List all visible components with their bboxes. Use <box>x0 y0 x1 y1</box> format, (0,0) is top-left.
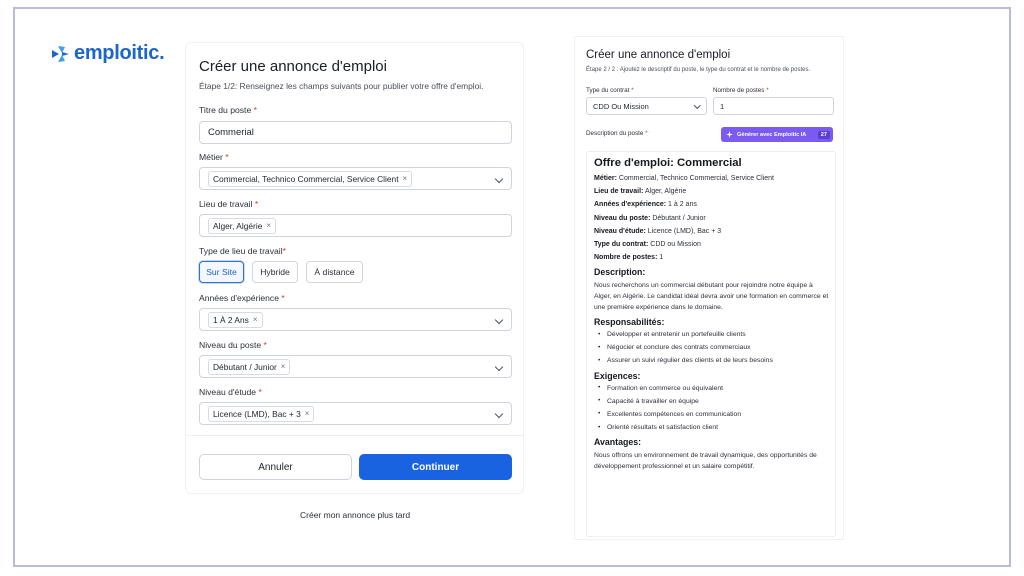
education-chip: Licence (LMD), Bac + 3 × <box>208 406 314 422</box>
advantages-paragraph: Nous offrons un environnement de travail dynamique, des opportunités de développement professionnel et un salaire compétitif. <box>594 452 817 471</box>
location-chip: Alger, Algérie × <box>208 218 276 234</box>
responsibilities-list <box>594 331 830 364</box>
metier-label: Métier * <box>199 152 229 162</box>
logo-text: emploitic. <box>74 42 165 64</box>
contract-label: Type du contrat * <box>586 87 634 94</box>
type-lieu-label: Type de lieu de travail* <box>199 246 286 256</box>
logo-icon <box>50 44 70 64</box>
sparkle-icon <box>726 131 733 138</box>
step1-form-card <box>185 42 524 494</box>
chip-remove-icon[interactable]: × <box>252 315 258 324</box>
workplace-hybrid-option[interactable]: Hybride <box>252 261 298 283</box>
cancel-button[interactable]: Annuler <box>199 454 352 480</box>
generate-ai-button[interactable] <box>721 127 833 142</box>
form-divider <box>186 435 525 436</box>
chip-remove-icon[interactable]: × <box>402 174 408 183</box>
chevron-down-icon <box>495 316 503 324</box>
chevron-down-icon <box>694 102 700 108</box>
fact-line: Nombre de postes: 1 <box>594 254 664 262</box>
ai-credits-badge: 27 <box>818 131 830 139</box>
list-item: • Orienté résultats et satisfaction client <box>594 424 830 431</box>
list-item: • Négocier et conclure des contrats commerciaux <box>594 344 830 351</box>
experience-chip: 1 À 2 Ans × <box>208 312 263 328</box>
location-select[interactable] <box>199 214 512 237</box>
education-select[interactable] <box>199 402 512 425</box>
description-label: Description du poste * <box>586 130 648 137</box>
create-later-link[interactable]: Créer mon annonce plus tard <box>300 510 411 520</box>
fact-line: Niveau d'étude: Licence (LMD), Bac + 3 <box>594 227 722 235</box>
responsibilities-heading: Responsabilités: <box>594 317 665 328</box>
step2-subtitle: Étape 2 / 2 : Ajoutez le descriptif du poste, le type du contrat et le nombre de postes. <box>586 67 811 73</box>
description-editor[interactable] <box>586 151 836 537</box>
lieu-label: Lieu de travail * <box>199 199 259 209</box>
list-item: • Assurer un suivi régulier des clients et de leurs besoins <box>594 357 830 364</box>
poste-label: Titre du poste * <box>199 105 257 115</box>
chevron-down-icon <box>495 363 503 371</box>
step-subtitle: Étape 1/2: Renseignez les champs suivants pour publier votre offre d'emploi. <box>199 81 484 91</box>
list-item: • Formation en commerce ou équivalent <box>594 385 830 392</box>
fact-line: Années d'expérience: 1 à 2 ans <box>594 201 697 209</box>
chevron-down-icon <box>495 410 503 418</box>
step2-form-card <box>574 36 844 540</box>
niveau-etude-label: Niveau d'étude * <box>199 387 262 397</box>
positions-value: 1 <box>720 101 725 111</box>
fact-line: Type du contrat: CDD ou Mission <box>594 240 701 248</box>
chip-remove-icon[interactable]: × <box>304 409 310 418</box>
advantages-heading: Avantages: <box>594 437 642 448</box>
chevron-down-icon <box>495 175 503 183</box>
chip-remove-icon[interactable]: × <box>280 362 286 371</box>
description-heading: Description: <box>594 267 646 278</box>
metier-chip: Commercial, Technico Commercial, Service Client × <box>208 171 412 187</box>
requirements-list <box>594 385 830 432</box>
metier-select[interactable] <box>199 167 512 190</box>
list-item: • Excellentes compétences en communication <box>594 411 830 418</box>
emploitic-logo[interactable] <box>50 42 164 65</box>
chip-remove-icon[interactable]: × <box>266 221 272 230</box>
list-item: • Capacité à travailler en équipe <box>594 398 830 405</box>
job-level-chip: Débutant / Junior × <box>208 359 290 375</box>
experience-select[interactable] <box>199 308 512 331</box>
positions-label: Nombre de postes * <box>713 87 769 94</box>
positions-input[interactable] <box>713 97 834 115</box>
workplace-remote-option[interactable]: À distance <box>306 261 363 283</box>
requirements-heading: Exigences: <box>594 370 641 381</box>
fact-line: Niveau du poste: Débutant / Junior <box>594 214 706 222</box>
offer-heading: Offre d'emploi: Commercial <box>594 157 742 169</box>
continue-button[interactable]: Continuer <box>359 454 512 480</box>
niveau-poste-label: Niveau du poste * <box>199 340 267 350</box>
fact-line: Métier: Commercial, Technico Commercial, Service Client <box>594 175 774 182</box>
workplace-onsite-option[interactable]: Sur Site <box>199 261 244 283</box>
contract-type-value: CDD Ou Mission <box>593 101 649 111</box>
generate-ai-label: Générer avec Emploitic IA <box>737 131 807 138</box>
contract-type-select[interactable] <box>586 97 707 115</box>
experience-label: Années d'expérience * <box>199 293 285 303</box>
page-title: Créer une annonce d'emploi <box>199 58 387 75</box>
description-content <box>594 157 830 476</box>
fact-line: Lieu de travail: Alger, Algérie <box>594 188 687 196</box>
list-item: • Développer et entretenir un portefeuille clients <box>594 331 830 338</box>
job-title-value: Commerial <box>208 127 254 138</box>
step2-title: Créer une annonce d'emploi <box>586 49 731 61</box>
job-level-select[interactable] <box>199 355 512 378</box>
job-title-input[interactable] <box>199 121 512 144</box>
description-paragraph: Nous recherchons un commercial débutant pour rejoindre notre équipe à Alger, en Algérie. Le candidat idéal devra avoir une formation en commerce et une première expérience dans le domaine. <box>594 282 829 312</box>
